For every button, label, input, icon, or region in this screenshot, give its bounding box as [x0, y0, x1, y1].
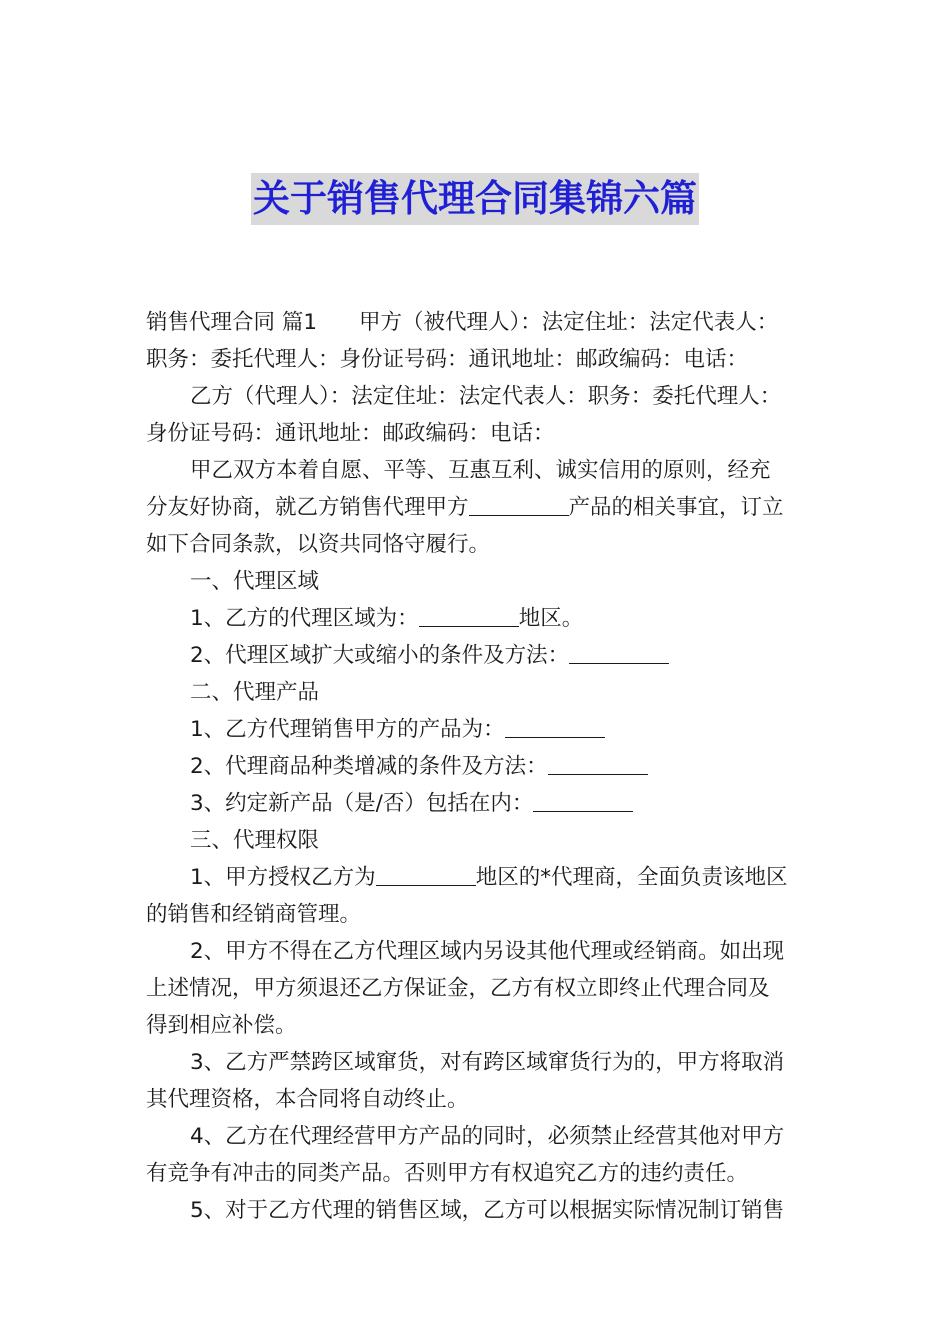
text-segment: 1、甲方授权乙方为: [190, 865, 376, 890]
fill-blank: [569, 641, 669, 664]
text-segment: 分友好协商，就乙方销售代理甲方: [146, 495, 469, 520]
text-segment: 1、乙方代理销售甲方的产品为：: [190, 717, 505, 742]
text-segment: 产品的相关事宜，订立: [568, 495, 784, 520]
clause-heading: 一、代理区域: [190, 569, 320, 594]
clause-heading: 二、代理产品: [190, 680, 320, 705]
title-container: [0, 173, 950, 225]
text-line: [146, 785, 810, 822]
text-segment: 3、约定新产品（是/否）包括在内：: [190, 791, 534, 816]
text-segment: 2、代理区域扩大或缩小的条件及方法：: [190, 643, 570, 668]
text-line: [146, 711, 810, 748]
party-a-info: 甲方（被代理人）：法定住址：法定代表人：: [359, 310, 779, 335]
text-segment: 地区的*代理商，全面负责该地区: [475, 865, 788, 890]
text-line: [146, 489, 810, 526]
clause-heading: 三、代理权限: [190, 828, 320, 853]
fill-blank: [548, 752, 648, 775]
text-segment: 地区。: [518, 606, 584, 631]
text-line: 有竞争有冲击的同类产品。否则甲方有权追究乙方的违约责任。: [146, 1161, 749, 1186]
text-line: 4、乙方在代理经营甲方产品的同时，必须禁止经营其他对甲方: [190, 1124, 785, 1149]
text-line: 乙方（代理人）：法定住址：法定代表人：职务：委托代理人：: [190, 384, 782, 409]
document-body: [146, 304, 810, 1229]
text-line: [146, 748, 810, 785]
text-line: [146, 304, 810, 341]
fill-blank: [419, 604, 519, 627]
fill-blank: [469, 493, 569, 516]
text-segment: 1、乙方的代理区域为：: [190, 606, 419, 631]
fill-blank: [533, 789, 633, 812]
text-line: [146, 600, 810, 637]
text-line: 的销售和经销商管理。: [146, 902, 362, 927]
text-line: 如下合同条款，以资共同恪守履行。: [146, 532, 491, 557]
text-line: [146, 637, 810, 674]
text-line: 身份证号码：通讯地址：邮政编码：电话：: [146, 421, 555, 446]
text-line: 5、对于乙方代理的销售区域，乙方可以根据实际情况制订销售: [190, 1198, 785, 1223]
text-line: 2、甲方不得在乙方代理区域内另设其他代理或经销商。如出现: [190, 939, 785, 964]
fill-blank: [505, 715, 605, 738]
text-line: 得到相应补偿。: [146, 1013, 297, 1038]
text-line: [146, 859, 810, 896]
text-line: 甲乙双方本着自愿、平等、互惠互利、诚实信用的原则，经充: [190, 458, 771, 483]
document-title: 关于销售代理合同集锦六篇: [251, 173, 699, 225]
text-line: 3、乙方严禁跨区域窜货，对有跨区域窜货行为的，甲方将取消: [190, 1050, 785, 1075]
section-heading: 销售代理合同 篇1: [146, 310, 318, 335]
text-segment: 2、代理商品种类增减的条件及方法：: [190, 754, 548, 779]
text-line: 其代理资格，本合同将自动终止。: [146, 1087, 469, 1112]
text-line: 上述情况，甲方须退还乙方保证金，乙方有权立即终止代理合同及: [146, 976, 770, 1001]
fill-blank: [376, 863, 476, 886]
text-line: 职务：委托代理人：身份证号码：通讯地址：邮政编码：电话：: [146, 347, 749, 372]
